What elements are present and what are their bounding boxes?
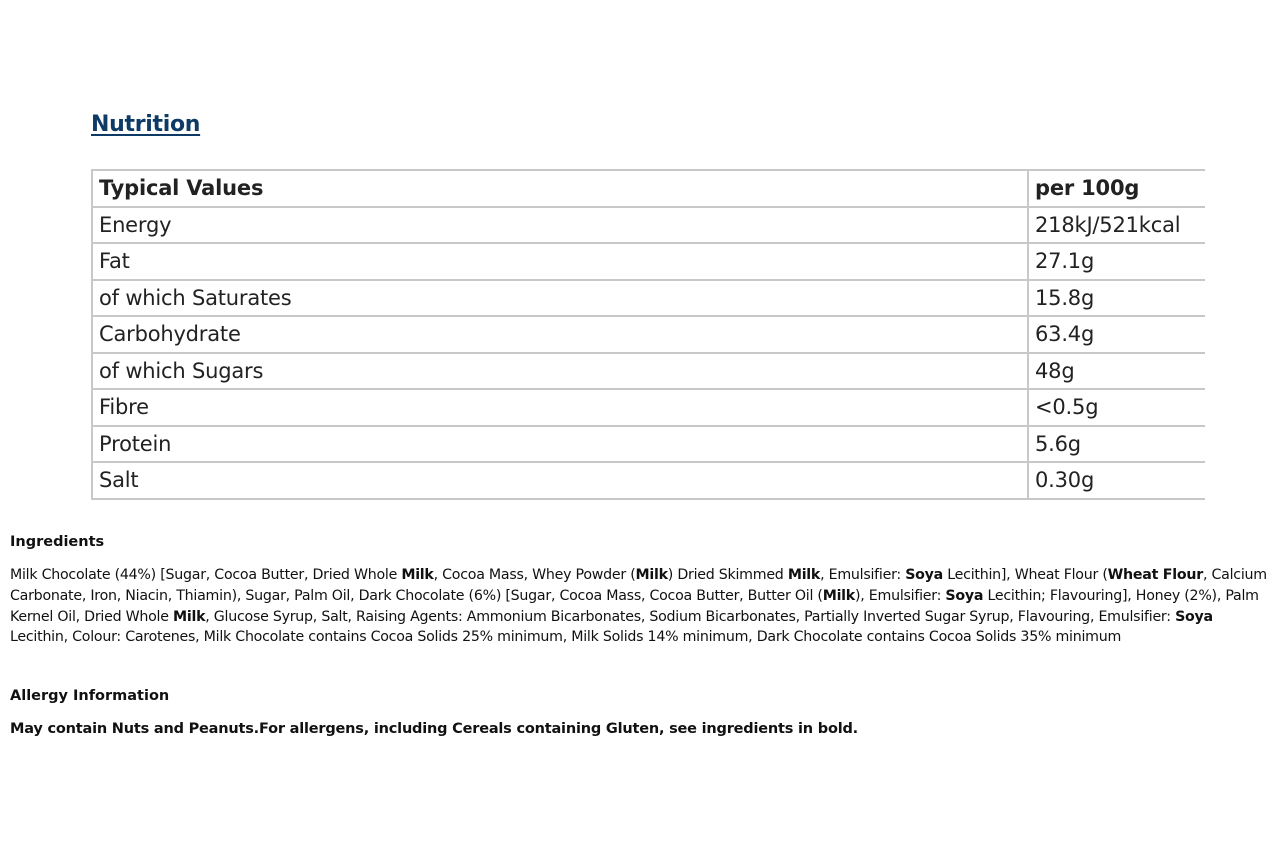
ingredient-segment: Lecithin], Wheat Flour ( xyxy=(943,567,1108,583)
nutrient-label: of which Sugars xyxy=(92,353,1028,390)
ingredient-segment: Milk Chocolate (44%) [Sugar, Cocoa Butter, Dried Whole xyxy=(10,567,402,583)
ingredient-segment: ), Emulsifier: xyxy=(854,587,946,604)
table-row xyxy=(92,462,1205,499)
ingredient-segment: , Glucose Syrup, Salt, Raising Agents: Ammonium Bicarbonates, Sodium Bicarbonates, Partially Inverted Sugar Syrup, Flavouring, Emulsifier: xyxy=(205,608,1176,625)
allergen-bold: Milk xyxy=(635,567,668,583)
allergen-bold: Wheat Flour xyxy=(1107,567,1203,583)
nutrient-label: Salt xyxy=(92,462,1028,499)
nutrient-value: 15.8g xyxy=(1028,280,1205,317)
column-header-per-100g: per 100g xyxy=(1028,170,1205,207)
nutrient-value: 48g xyxy=(1028,353,1205,390)
table-row xyxy=(92,280,1205,317)
allergen-bold: Milk xyxy=(822,587,855,604)
allergen-bold: Soya xyxy=(1175,608,1213,625)
nutrient-label: of which Saturates xyxy=(92,280,1028,317)
ingredient-segment: ) Dried Skimmed xyxy=(667,567,788,583)
allergen-bold: Milk xyxy=(172,608,206,625)
nutrient-value: <0.5g xyxy=(1028,389,1205,426)
nutrient-value: 0.30g xyxy=(1028,462,1205,499)
ingredients-heading: Ingredients xyxy=(10,534,105,550)
ingredient-segment: Lecithin; Flavouring], Honey (2%), Palm Kernel Oil, Dried Whole xyxy=(10,587,1259,625)
nutrient-value: 218kJ/521kcal xyxy=(1028,207,1205,244)
nutrient-label: Protein xyxy=(92,426,1028,463)
ingredient-segment: , Emulsifier: xyxy=(820,567,906,583)
allergy-text: May contain Nuts and Peanuts.For allergens, including Cereals containing Gluten, see ingredients in bold. xyxy=(10,721,858,737)
nutrient-label: Energy xyxy=(92,207,1028,244)
table-header-row xyxy=(92,170,1205,207)
nutrient-value: 27.1g xyxy=(1028,243,1205,280)
table-row xyxy=(92,426,1205,463)
ingredient-segment: Lecithin, Colour: Carotenes, Milk Chocolate contains Cocoa Solids 25% minimum, Milk Solids 14% minimum, Dark Chocolate contains Cocoa Solids 35% minimum xyxy=(10,629,1122,646)
table-row xyxy=(92,353,1205,390)
nutrition-table xyxy=(91,169,1205,500)
column-header-typical-values: Typical Values xyxy=(92,170,1028,207)
nutrient-value: 5.6g xyxy=(1028,426,1205,463)
allergen-bold: Soya xyxy=(945,587,984,604)
nutrient-value: 63.4g xyxy=(1028,316,1205,353)
allergen-bold: Milk xyxy=(787,567,821,583)
ingredient-segment: , Calcium Carbonate, Iron, Niacin, Thiamin), Sugar, Palm Oil, Dark Chocolate (6%) [Sugar, Cocoa Mass, Cocoa Butter, Butter Oil ( xyxy=(10,567,1267,604)
table-row xyxy=(92,389,1205,426)
nutrition-heading-link[interactable]: Nutrition xyxy=(91,112,201,137)
table-row xyxy=(92,207,1205,244)
nutrient-label: Carbohydrate xyxy=(92,316,1028,353)
allergen-bold: Milk xyxy=(401,567,434,583)
ingredient-segment: , Cocoa Mass, Whey Powder ( xyxy=(433,567,636,583)
table-row xyxy=(92,243,1205,280)
allergen-bold: Soya xyxy=(905,567,944,583)
ingredients-text xyxy=(10,565,1274,648)
allergy-heading: Allergy Information xyxy=(10,688,170,704)
table-row xyxy=(92,316,1205,353)
nutrient-label: Fat xyxy=(92,243,1028,280)
nutrient-label: Fibre xyxy=(92,389,1028,426)
nutrition-table-container xyxy=(91,169,1204,500)
